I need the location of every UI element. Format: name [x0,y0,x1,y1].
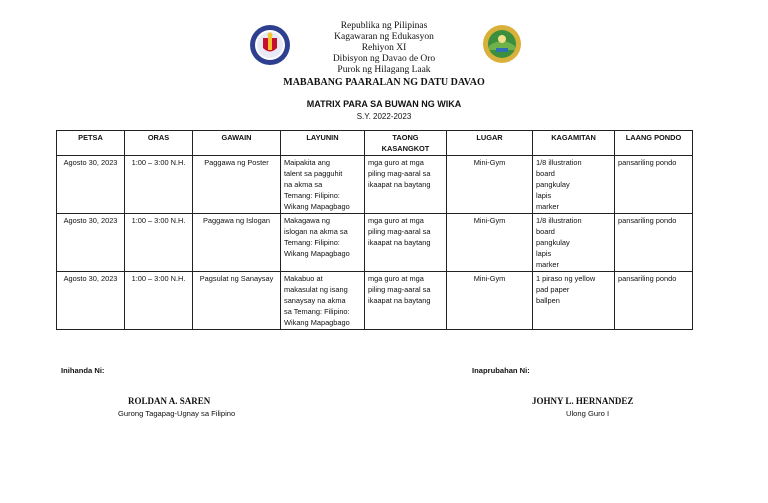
cell-gawain: Paggawa ng Poster [193,156,281,214]
cell-line: Wikang Mapagbago [284,202,350,211]
header-line-department: Kagawaran ng Edukasyon [334,32,434,42]
prepared-by-label: Inihanda Ni: [61,366,105,375]
cell-line: pangkulay [536,238,570,247]
cell-line: piling mag-aaral sa [368,227,431,236]
school-name: MABABANG PAARALAN NG DATU DAVAO [283,77,485,88]
header-line-region: Rehiyon XI [361,43,407,53]
cell-line: mga guro at mga [368,274,424,283]
cell-line: sa Temang: Filipino: [284,307,350,316]
cell-line: Temang: Filipino: [284,191,340,200]
cell-line: mga guro at mga [368,216,424,225]
approved-by-name: JOHNY L. HERNANDEZ [532,396,634,406]
cell-line: Wikang Mapagbago [284,318,350,327]
cell-petsa: Agosto 30, 2023 [57,156,125,214]
cell-line: 1/8 illustration [536,216,582,225]
cell-oras: 1:00 – 3:00 N.H. [125,214,193,272]
cell-laang-pondo: pansariling pondo [615,214,693,272]
header-line-division: Dibisyon ng Davao de Oro [332,54,436,64]
header-gawain: GAWAIN [193,131,281,156]
cell-line: Makabuo at [284,274,323,283]
school-year: S.Y. 2022-2023 [356,112,412,121]
cell-lugar: Mini-Gym [447,214,533,272]
header-lugar: LUGAR [447,131,533,156]
cell-taong-kasangkot [365,214,447,272]
cell-line: sanaysay na akma [284,296,346,305]
cell-line: board [536,169,555,178]
cell-line: islogan na akma sa [284,227,348,236]
cell-line: board [536,227,555,236]
header-taong-kasangkot: TAONG KASANGKOT [365,131,447,156]
cell-kagamitan [533,214,615,272]
cell-line: ikaapat na baytang [368,238,431,247]
header-laang-pondo: LAANG PONDO [615,131,693,156]
cell-line: ikaapat na baytang [368,296,431,305]
cell-line: 1/8 illustration [536,158,582,167]
activity-matrix-table [56,130,693,330]
cell-taong-kasangkot [365,156,447,214]
header-oras: ORAS [125,131,193,156]
cell-gawain: Paggawa ng Islogan [193,214,281,272]
cell-line: talent sa pagguhit [284,169,343,178]
header-line-district: Purok ng Hilagang Laak [337,65,431,75]
cell-line: makasulat ng isang [284,285,348,294]
cell-line: pad paper [536,285,570,294]
cell-line: Makagawa ng [284,216,331,225]
cell-layunin [281,272,365,330]
prepared-by-name: ROLDAN A. SAREN [128,396,211,406]
cell-layunin [281,214,365,272]
table-row [57,156,693,214]
cell-kagamitan [533,156,615,214]
cell-line: marker [536,202,559,211]
cell-laang-pondo: pansariling pondo [615,272,693,330]
cell-line: Temang: Filipino: [284,238,340,247]
approved-by-title: Ulong Guro I [566,409,610,418]
header-line-republic: Republika ng Pilipinas [340,21,428,31]
approved-by-label: Inaprubahan Ni: [472,366,530,375]
cell-line: ikaapat na baytang [368,180,431,189]
cell-line: pangkulay [536,180,570,189]
prepared-by-title: Gurong Tagapag-Ugnay sa Filipino [118,409,236,418]
cell-line: ballpen [536,296,560,305]
cell-line: 1 piraso ng yellow [536,274,596,283]
cell-line: Wikang Mapagbago [284,249,350,258]
cell-kagamitan [533,272,615,330]
cell-layunin [281,156,365,214]
cell-line: piling mag-aaral sa [368,285,431,294]
header-petsa: PETSA [57,131,125,156]
document-title: MATRIX PARA SA BUWAN NG WIKA [306,99,462,109]
cell-lugar: Mini-Gym [447,156,533,214]
cell-taong-kasangkot [365,272,447,330]
table-row [57,272,693,330]
cell-laang-pondo: pansariling pondo [615,156,693,214]
header-layunin: LAYUNIN [281,131,365,156]
cell-line: Maipakita ang [284,158,331,167]
cell-line: piling mag-aaral sa [368,169,431,178]
table-row [57,214,693,272]
cell-line: lapis [536,249,552,258]
cell-lugar: Mini-Gym [447,272,533,330]
cell-line: na akma sa [284,180,323,189]
cell-line: lapis [536,191,552,200]
cell-gawain: Pagsulat ng Sanaysay [193,272,281,330]
cell-petsa: Agosto 30, 2023 [57,272,125,330]
cell-line: mga guro at mga [368,158,424,167]
table-header-row [57,131,693,156]
cell-petsa: Agosto 30, 2023 [57,214,125,272]
header-kagamitan: KAGAMITAN [533,131,615,156]
cell-line: marker [536,260,559,269]
cell-oras: 1:00 – 3:00 N.H. [125,272,193,330]
cell-oras: 1:00 – 3:00 N.H. [125,156,193,214]
